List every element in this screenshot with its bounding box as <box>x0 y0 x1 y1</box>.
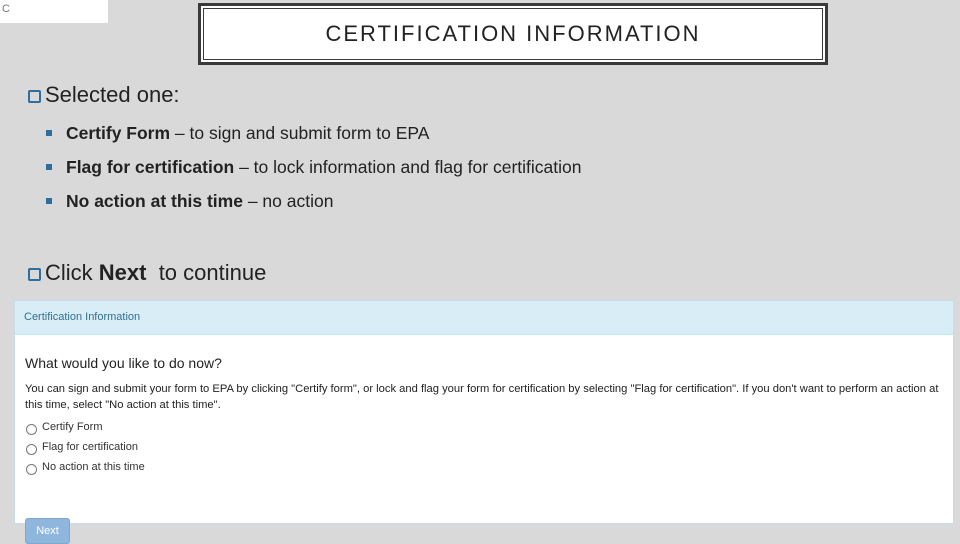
logo-box <box>0 0 108 23</box>
question-heading: What would you like to do now? <box>25 355 222 371</box>
option-rest: – to lock information and flag for certification <box>234 157 582 177</box>
option-bold: Certify Form <box>66 123 171 143</box>
logo-text: C <box>2 3 10 15</box>
radio-certify-form[interactable] <box>26 421 103 433</box>
click-next-instruction <box>28 260 266 286</box>
square-bullet-icon <box>46 164 52 170</box>
checkbox-bullet-icon <box>28 268 41 281</box>
radio-label: Certify Form <box>42 421 103 433</box>
option-bullet-no-action <box>46 191 333 212</box>
radio-no-action[interactable] <box>26 461 145 473</box>
next-button[interactable]: Next <box>25 518 70 544</box>
help-text: You can sign and submit your form to EPA by clicking "Certify form", or lock and flag your form for certification by selecting "Flag for certification". If you don't want to perform an action at this time, select "No action at this time". <box>25 383 939 411</box>
radio-circle-icon[interactable] <box>26 424 37 435</box>
panel-header: Certification Information <box>15 301 953 335</box>
certification-panel <box>14 300 954 537</box>
click-prefix: Click <box>45 260 99 285</box>
radio-label: Flag for certification <box>42 441 138 453</box>
option-rest: – to sign and submit form to EPA <box>170 123 430 143</box>
click-bold: Next <box>98 260 147 285</box>
option-bold: Flag for certification <box>66 157 235 177</box>
selected-label: Selected one: <box>45 82 180 107</box>
radio-flag-for-certification[interactable] <box>26 441 138 453</box>
option-bold: No action at this time <box>66 191 243 211</box>
option-bullet-flag <box>46 157 581 178</box>
slide-title-box <box>198 3 828 65</box>
square-bullet-icon <box>46 198 52 204</box>
radio-circle-icon[interactable] <box>26 464 37 475</box>
selected-heading <box>28 82 180 108</box>
option-bullet-certify <box>46 123 429 144</box>
radio-circle-icon[interactable] <box>26 444 37 455</box>
slide-title: CERTIFICATION INFORMATION <box>203 8 823 60</box>
radio-label: No action at this time <box>42 461 145 473</box>
option-rest: – no action <box>242 191 334 211</box>
checkbox-bullet-icon <box>28 90 41 103</box>
click-suffix: to continue <box>146 260 267 285</box>
square-bullet-icon <box>46 130 52 136</box>
